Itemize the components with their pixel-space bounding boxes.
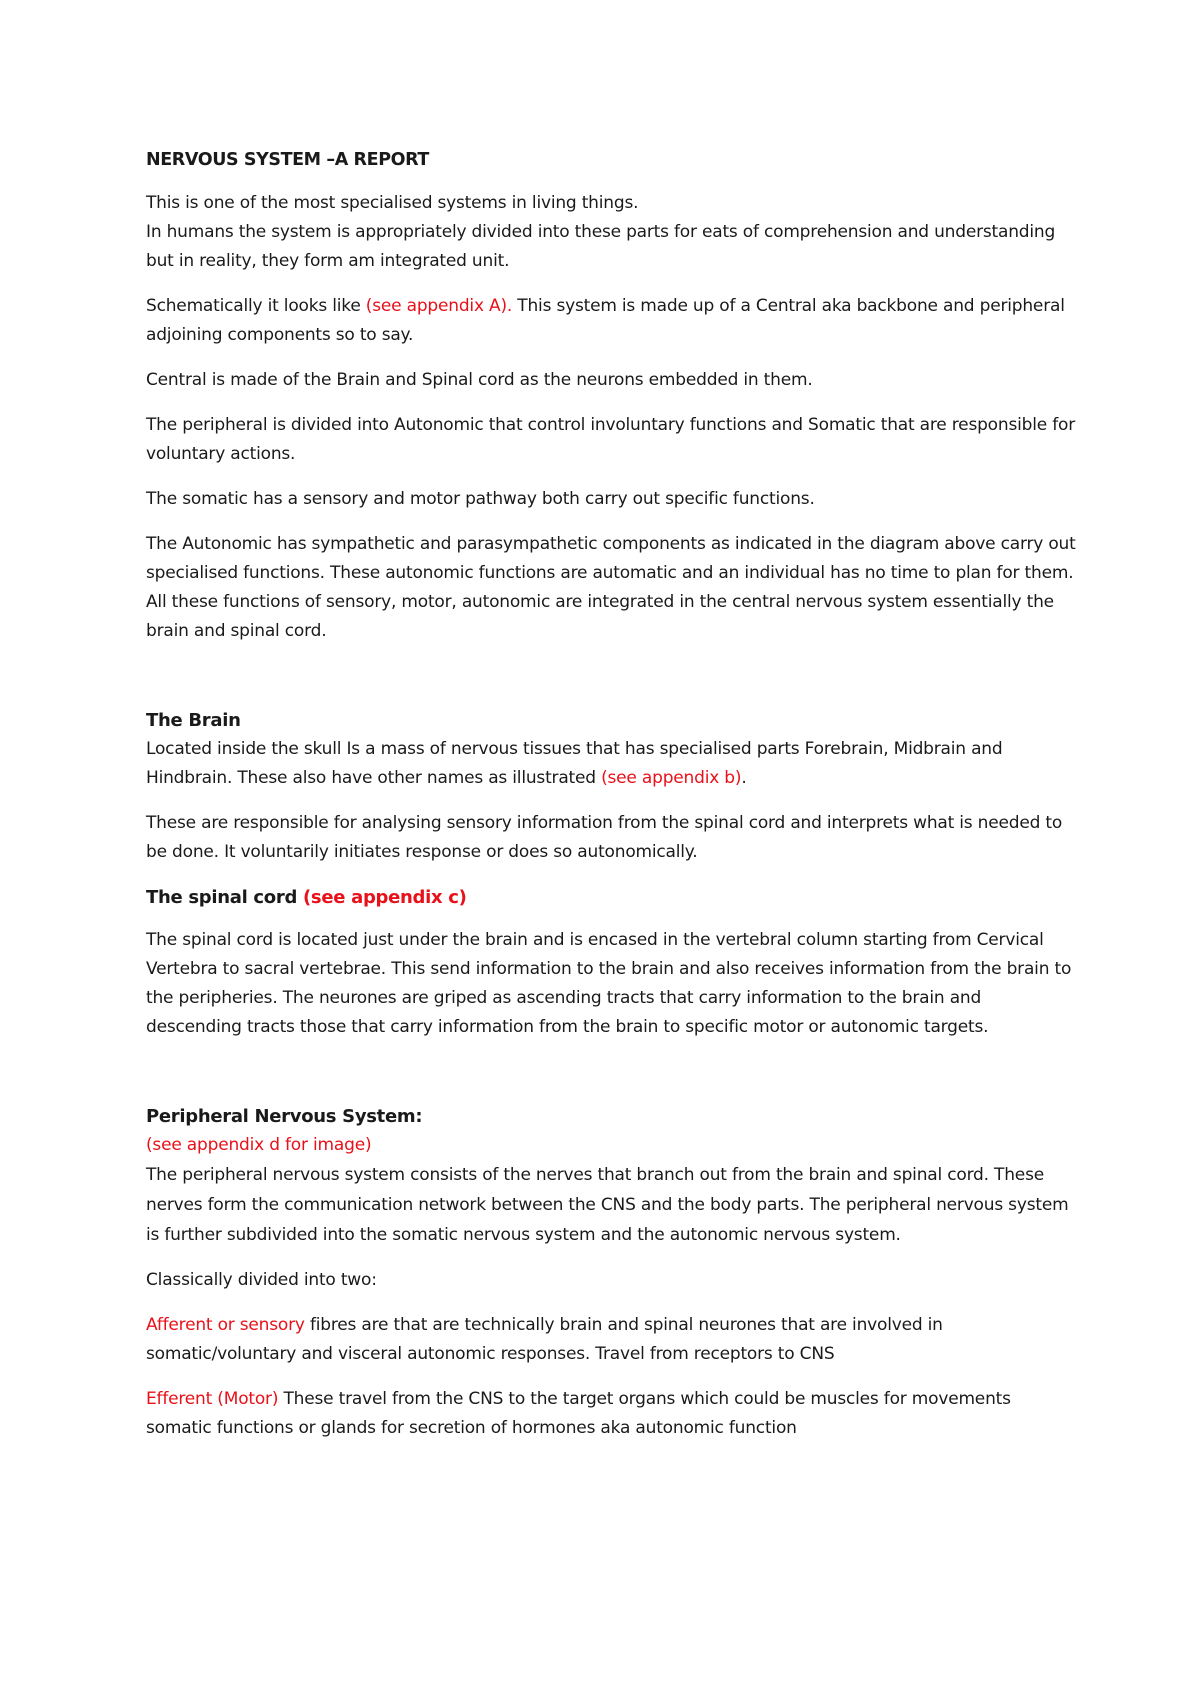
schematic-paragraph	[146, 292, 1076, 350]
appendix-a-reference: (see appendix A).	[365, 296, 513, 316]
classically-paragraph: Classically divided into two:	[146, 1270, 377, 1290]
efferent-text: These travel from the CNS to the target organs which could be muscles for movements somatic functions or glands for secretion of hormones aka autonomic function	[146, 1389, 1011, 1438]
document-body	[146, 146, 1076, 1459]
afferent-text: fibres are that are technically brain and spinal neurones that are involved in somatic/voluntary and visceral autonomic responses. Travel from receptors to CNS	[146, 1315, 943, 1364]
schematic-text-before: Schematically it looks like	[146, 296, 366, 316]
brain-heading: The Brain	[146, 710, 241, 731]
intro-line-2: In humans the system is appropriately divided into these parts for eats of comprehension and understanding but in reality, they form am integrated unit.	[146, 222, 1056, 271]
brain-text-after: .	[741, 768, 747, 788]
schematic-text-after: This system is made up of a Central aka backbone and peripheral adjoining components so to say.	[146, 296, 1065, 345]
brain-paragraph-2: These are responsible for analysing sensory information from the spinal cord and interprets what is needed to be done. It voluntarily initiates response or does so autonomically.	[146, 813, 1063, 862]
central-paragraph: Central is made of the Brain and Spinal cord as the neurons embedded in them.	[146, 370, 813, 390]
intro-line-1: This is one of the most specialised systems in living things.	[146, 193, 639, 213]
autonomic-paragraph: The Autonomic has sympathetic and parasympathetic components as indicated in the diagram above carry out specialised functions. These autonomic functions are automatic and an individual has no time to plan for them. All these functions of sensory, motor, autonomic are integrated in the central nervous system essentially the brain and spinal cord.	[146, 534, 1076, 641]
afferent-paragraph	[146, 1311, 1076, 1369]
spinal-heading-text: The spinal cord	[146, 887, 303, 908]
spinal-cord-paragraph: The spinal cord is located just under the brain and is encased in the vertebral column starting from Cervical Vertebra to sacral vertebrae. This send information to the brain and also receives information from the brain to the peripheries. The neurones are griped as ascending tracts that carry information to the brain and descending tracts those that carry information from the brain to specific motor or autonomic targets.	[146, 930, 1072, 1037]
appendix-d-reference: (see appendix d for image)	[146, 1135, 372, 1155]
pns-heading: Peripheral Nervous System:	[146, 1106, 423, 1127]
appendix-c-reference: (see appendix c)	[303, 887, 467, 908]
efferent-paragraph	[146, 1385, 1076, 1443]
spacer	[146, 1058, 1076, 1102]
appendix-b-reference: (see appendix b)	[601, 768, 742, 788]
spinal-cord-heading	[146, 883, 1076, 912]
intro-paragraph	[146, 189, 1076, 276]
spacer	[146, 662, 1076, 706]
somatic-paragraph: The somatic has a sensory and motor pathway both carry out specific functions.	[146, 489, 815, 509]
peripheral-intro-paragraph: The peripheral is divided into Autonomic that control involuntary functions and Somatic that are responsible for voluntary actions.	[146, 415, 1075, 464]
brain-paragraph-1	[146, 735, 1076, 793]
document-title: NERVOUS SYSTEM –A REPORT	[146, 150, 429, 170]
afferent-label: Afferent or sensory	[146, 1315, 305, 1335]
pns-paragraph: The peripheral nervous system consists of the nerves that branch out from the brain and spinal cord. These nerves form the communication network between the CNS and the body parts. The peripheral nervous system is further subdivided into the somatic nervous system and the autonomic nervous system.	[146, 1165, 1069, 1245]
efferent-label: Efferent (Motor)	[146, 1389, 279, 1409]
brain-text-before: Located inside the skull Is a mass of nervous tissues that has specialised parts Forebrain, Midbrain and Hindbrain. These also have other names as illustrated	[146, 739, 1003, 788]
